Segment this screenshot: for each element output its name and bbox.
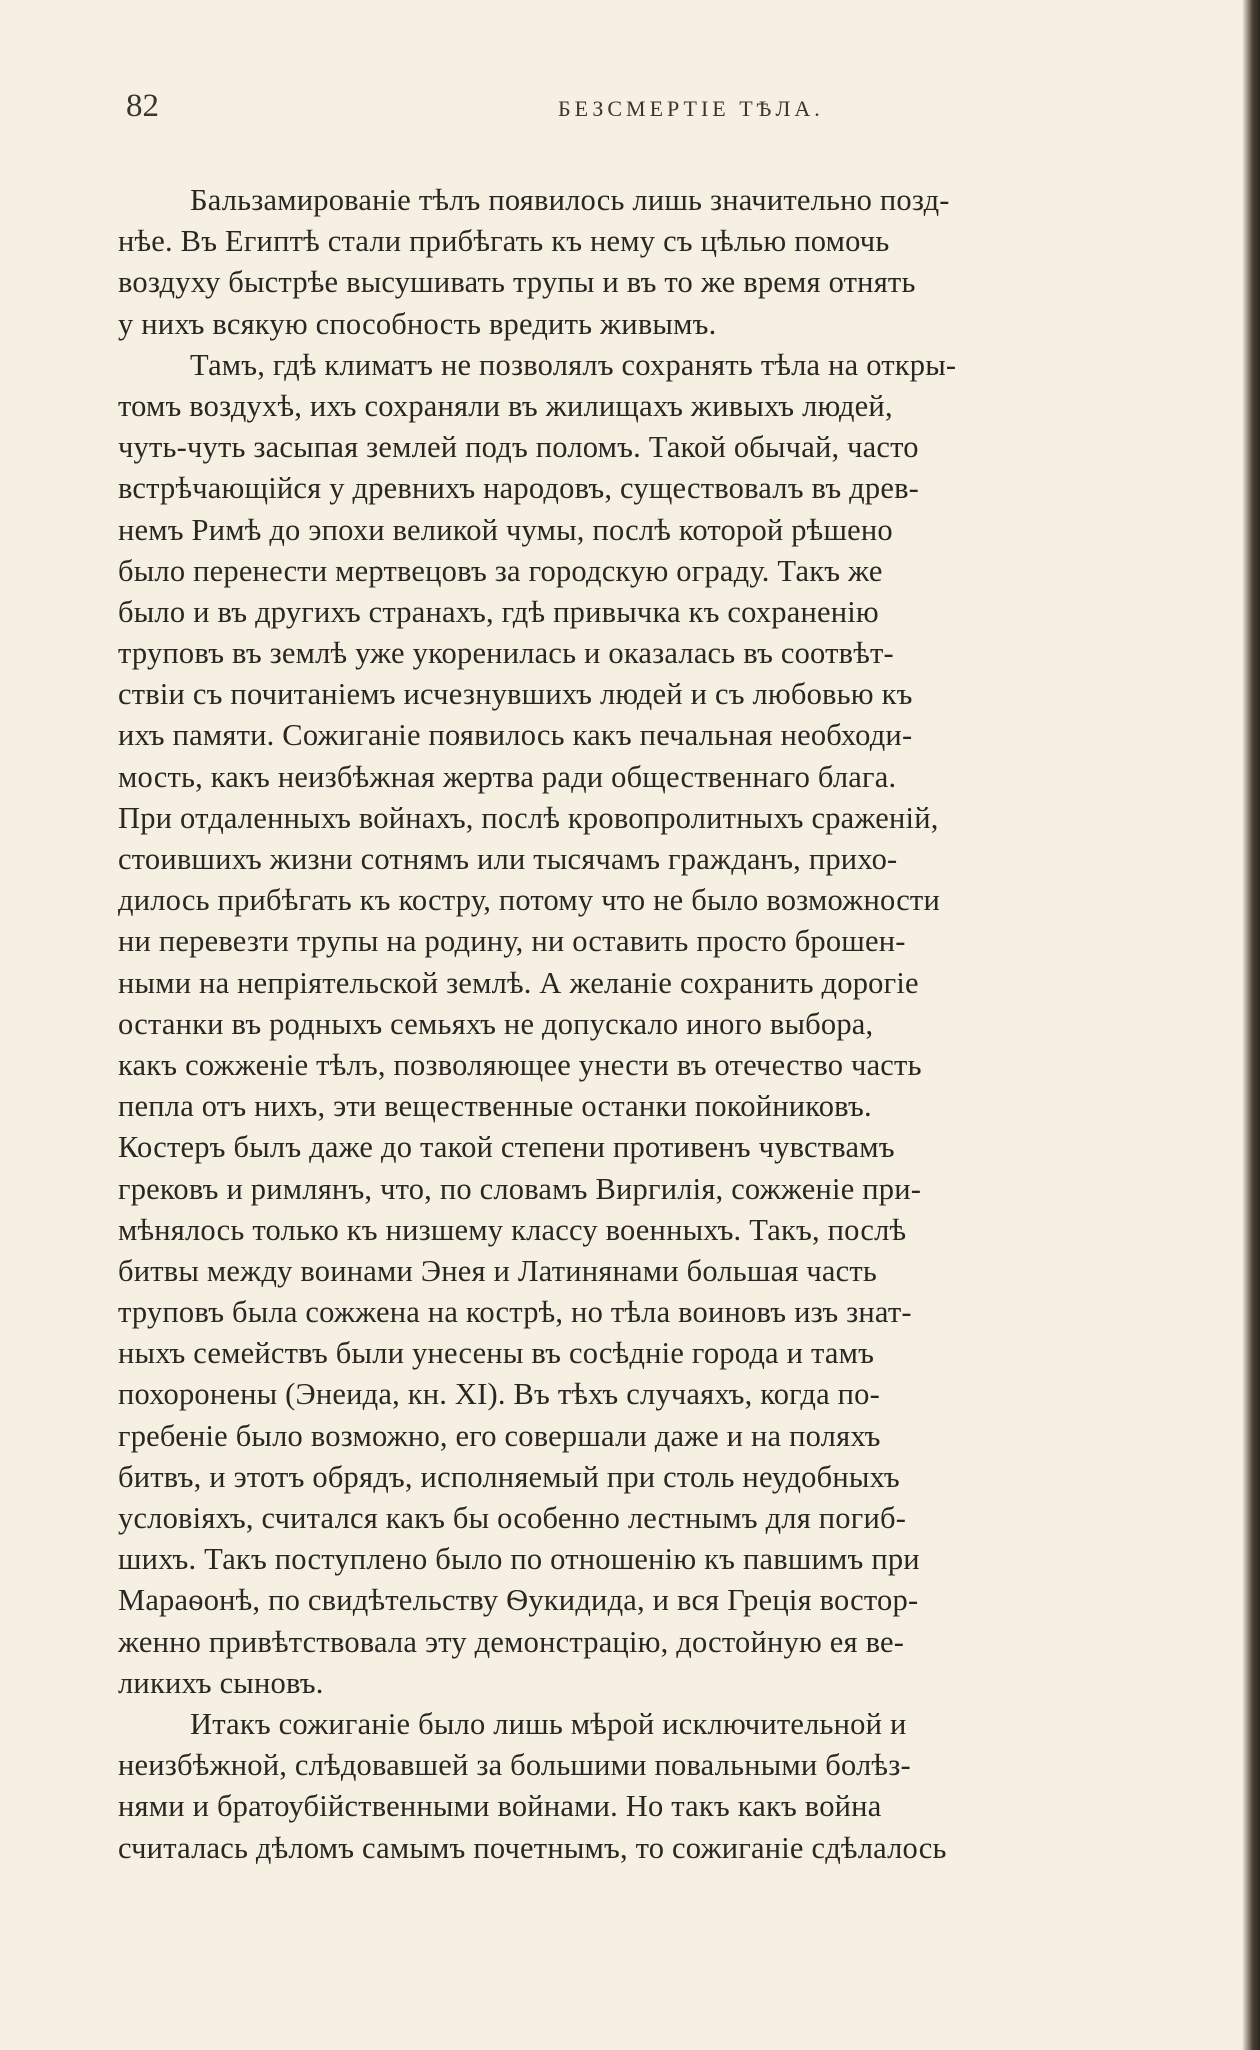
text-line: труповъ была сожжена на кострѣ, но тѣла воиновъ изъ знат- — [118, 1295, 912, 1330]
text-line: мость, какъ неизбѣжная жертва ради общественнаго блага. — [118, 759, 897, 794]
text-line: дилось прибѣгать къ костру, потому что не было возможности — [118, 883, 940, 918]
text-line: Мараѳонѣ, по свидѣтельству Ѳукидида, и вся Греція востор- — [118, 1583, 919, 1618]
text-line: грековъ и римлянъ, что, по словамъ Виргилія, сожженіе при- — [118, 1171, 922, 1206]
text-line: труповъ въ землѣ уже укоренилась и оказалась въ соотвѣт- — [118, 636, 894, 671]
text-line: неизбѣжной, слѣдовавшей за большими повальными болѣз- — [118, 1748, 911, 1783]
text-line: стоившихъ жизни сотнямъ или тысячамъ гражданъ, прихо- — [118, 842, 898, 876]
text-line: считалась дѣломъ самымъ почетнымъ, то сожиганіе сдѣлалось — [118, 1830, 947, 1865]
text-line: При отдаленныхъ войнахъ, послѣ кровопролитныхъ сраженій, — [118, 800, 939, 835]
text-line: гребеніе было возможно, его совершали даже и на поляхъ — [118, 1418, 881, 1453]
text-line: нѣе. Въ Египтѣ стали прибѣгать къ нему съ цѣлью помочь — [118, 224, 890, 259]
text-line: встрѣчающійся у древнихъ народовъ, существовалъ въ древ- — [118, 471, 920, 506]
text-line: ни перевезти трупы на родину, ни оставить просто брошен- — [118, 924, 906, 959]
running-title: БЕЗСМЕРТІЕ ТѢЛА. — [558, 96, 824, 121]
text-line: чуть-чуть засыпая землей подъ поломъ. Такой обычай, часто — [118, 430, 919, 465]
text-line: ликихъ сыновъ. — [118, 1665, 324, 1700]
text-line: останки въ родныхъ семьяхъ не допускало иного выбора, — [118, 1006, 874, 1041]
page-number: 82 — [126, 88, 159, 124]
text-line: Бальзамированіе тѣлъ появилось лишь значительно позд- — [190, 183, 950, 217]
text-line: битвы между воинами Энея и Латинянами большая часть — [118, 1253, 878, 1288]
text-line: было перенести мертвецовъ за городскую ограду. Такъ же — [118, 553, 883, 588]
text-line: ныхъ семействъ были унесены въ сосѣдніе города и тамъ — [118, 1336, 875, 1371]
text-line: было и въ другихъ странахъ, гдѣ привычка къ сохраненію — [118, 594, 879, 629]
text-line: мѣнялось только къ низшему классу военныхъ. Такъ, послѣ — [118, 1212, 907, 1247]
text-line: условіяхъ, считался какъ бы особенно лестнымъ для погиб- — [118, 1501, 907, 1535]
text-line: нями и братоубійственными войнами. Но такъ какъ война — [118, 1789, 882, 1824]
text-line: пепла отъ нихъ, эти вещественные останки покойниковъ. — [118, 1089, 872, 1124]
text-line: у нихъ всякую способность вредить живымъ. — [118, 306, 717, 341]
text-line: Костеръ былъ даже до такой степени противенъ чувствамъ — [118, 1130, 895, 1165]
text-line: немъ Римѣ до эпохи великой чумы, послѣ которой рѣшено — [118, 512, 893, 547]
text-line: похоронены (Энеида, кн. XI). Въ тѣхъ случаяхъ, когда по- — [118, 1377, 880, 1412]
text-line: Итакъ сожиганіе было лишь мѣрой исключительной и — [190, 1706, 907, 1741]
text-line: ихъ памяти. Сожиганіе появилось какъ печальная необходи- — [118, 718, 913, 753]
text-line: женно привѣтствовала эту демонстрацію, достойную ея ве- — [118, 1624, 905, 1659]
page-edge-shadow — [1242, 0, 1260, 2050]
text-line: ствіи съ почитаніемъ исчезнувшихъ людей и съ любовью къ — [118, 677, 913, 712]
body-text — [118, 180, 1238, 1869]
page-header — [118, 88, 1208, 128]
text-line: томъ воздухѣ, ихъ сохраняли въ жилищахъ живыхъ людей, — [118, 388, 893, 423]
text-line: воздуху быстрѣе высушивать трупы и въ то же время отнять — [118, 265, 916, 300]
text-line: шихъ. Такъ поступлено было по отношенію къ павшимъ при — [118, 1542, 920, 1577]
text-line: Тамъ, гдѣ климатъ не позволялъ сохранять тѣла на откры- — [190, 347, 957, 382]
text-line: битвъ, и этотъ обрядъ, исполняемый при столь неудобныхъ — [118, 1459, 900, 1494]
text-line: какъ сожженіе тѣлъ, позволяющее унести въ отечество часть — [118, 1047, 922, 1082]
text-line: ными на непріятельской землѣ. А желаніе сохранить дорогіе — [118, 965, 919, 1000]
